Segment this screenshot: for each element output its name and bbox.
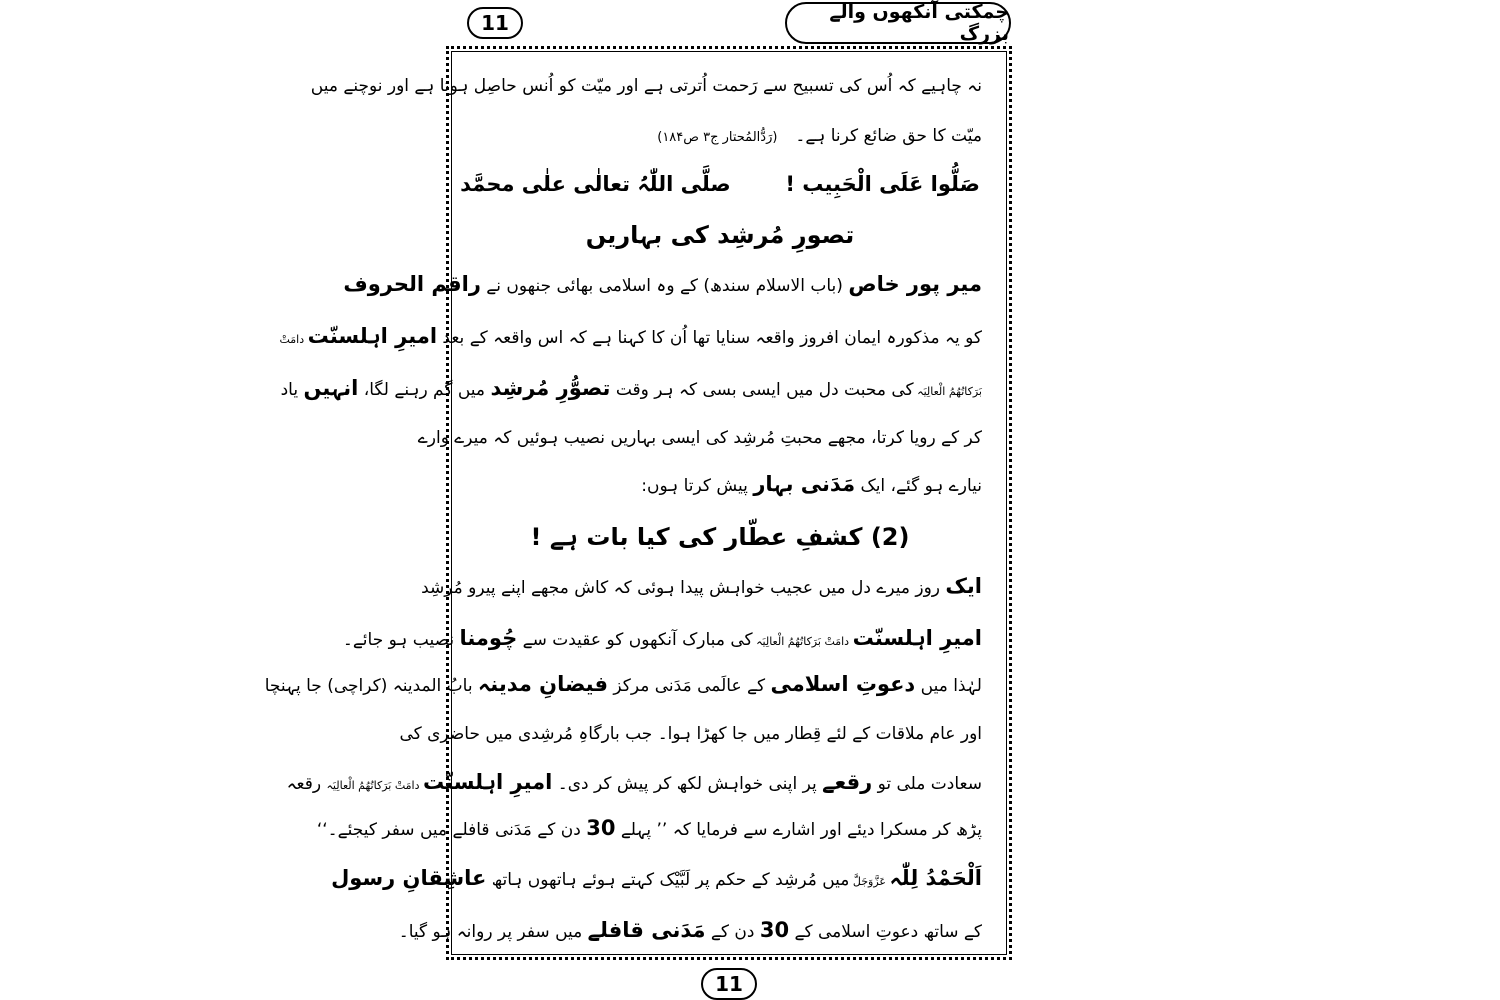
text-run: روز میرے دل میں عجیب خواہش پیدا ہوئی کہ کاش مجھے اپنے پیرو مُرشِد bbox=[421, 578, 946, 598]
bold-term: مَدَنی قافلے bbox=[587, 918, 706, 942]
text-line-13 bbox=[264, 666, 982, 702]
text-line-12 bbox=[342, 620, 982, 656]
text-run: میں مُرشِد کے حکم پر لَبَّیْک کہتے ہوئے ہاتھوں ہاتھ bbox=[486, 870, 850, 890]
text-run: نیارے ہو گئے، ایک bbox=[855, 476, 982, 496]
bold-term: مَدَنی بہار bbox=[753, 472, 856, 496]
bold-term: ایک bbox=[945, 574, 982, 598]
text-run: رقعہ bbox=[286, 774, 327, 794]
page-header bbox=[445, 0, 1015, 48]
text-run: نصیب ہو جائے۔ bbox=[342, 630, 460, 650]
text-line-16 bbox=[316, 810, 982, 846]
bold-term: امیرِ اہلسنّت bbox=[307, 324, 438, 348]
bold-term: رقعے bbox=[822, 770, 873, 794]
text-run: کو یہ مذکورہ ایمان افروز واقعہ سنایا تھا اُن کا کہنا ہے کہ اس واقعہ کے بعد bbox=[437, 328, 982, 348]
text-line-1: نہ چاہیے کہ اُس کی تسبیح سے رَحمت اُترتی ہے اور میّت کو اُنس حاصِل ہوتا ہے اور نوچنے میں bbox=[310, 76, 982, 96]
honorific: دامَتْ bbox=[279, 333, 308, 346]
text-line-11 bbox=[421, 568, 982, 604]
bold-term: راقم الحروف bbox=[343, 272, 481, 296]
text-run: لہٰذا میں bbox=[915, 676, 982, 696]
bold-term: اَلْحَمْدُ لِلّٰہ bbox=[889, 866, 982, 890]
salutation-call: صَلُّوا عَلَی الْحَبِیب ! bbox=[785, 172, 980, 196]
header-book-title: چمکتی آنکھوں والے بزرگ bbox=[785, 2, 1011, 44]
text-run: دن کے bbox=[705, 922, 760, 942]
text-run: میں سفر پر روانہ ہو گیا۔ bbox=[398, 922, 588, 942]
bold-term: دعوتِ اسلامی bbox=[770, 672, 916, 696]
bold-term: چُومنا bbox=[459, 626, 518, 650]
honorific: دامَتْ بَرَکاتُھُمُ الْعالِیَہ bbox=[326, 779, 423, 792]
text-run: پیش کرتا ہوں: bbox=[641, 476, 754, 496]
bold-term: انہیں bbox=[303, 376, 359, 400]
text-run: یاد bbox=[280, 380, 304, 400]
bold-term: امیرِ اہلسنّت bbox=[852, 626, 982, 650]
section-heading-1: تصورِ مُرشِد کی بہاریں bbox=[585, 221, 855, 249]
text-line-17 bbox=[331, 860, 982, 896]
text-run: کے عالَمی مَدَنی مرکز bbox=[608, 676, 771, 696]
text-line-8: کر کے رویا کرتا، مجھے محبتِ مُرشِد کی ایسی بہاریں نصیب ہوئیں کہ میرے وارے bbox=[417, 428, 982, 448]
salutation-line bbox=[458, 166, 982, 202]
text-run: پر اپنی خواہش لکھ کر پیش کر دی۔ bbox=[552, 774, 823, 794]
text-run: کی مبارک آنکھوں کو عقیدت سے bbox=[517, 630, 753, 650]
text-run: بابُ المدینہ (کراچی) جا پہنچا bbox=[264, 676, 478, 696]
honorific: دامَتْ بَرَکاتُھُمُ الْعالِیَہ bbox=[752, 635, 853, 648]
text-run: دن کے مَدَنی قافلے میں سفر کیجئے۔‘‘ bbox=[316, 820, 587, 840]
text-line-9 bbox=[458, 466, 982, 502]
bold-term: 30 bbox=[759, 918, 790, 942]
bold-term: امیرِ اہلسنّت bbox=[422, 770, 553, 794]
header-page-number: 11 bbox=[467, 7, 523, 39]
text-run: میّت کا حق ضائع کرنا ہے۔ bbox=[795, 126, 982, 146]
text-line-6 bbox=[279, 318, 982, 354]
bold-term: میر پور خاص bbox=[848, 272, 982, 296]
text-run: کی محبت دل میں ایسی بسی کہ ہر وقت bbox=[610, 380, 914, 400]
citation: (رَدُّالمُحتار ج۳ ص۱۸۴) bbox=[657, 130, 778, 145]
bold-term: عاشِقانِ رسول bbox=[331, 866, 487, 890]
text-line-5 bbox=[343, 266, 982, 302]
text-line-18 bbox=[398, 912, 982, 948]
footer-page-number: 11 bbox=[701, 968, 757, 1000]
honorific: عَزَّوَجَلَّ bbox=[849, 875, 890, 888]
bold-term: فیضانِ مدینہ bbox=[477, 672, 608, 696]
salutation-response: صلَّی اللّٰہُ تعالٰی علٰی محمَّد bbox=[460, 172, 731, 196]
honorific: بَرَکاتُھُمُ الْعالِیَہ bbox=[913, 385, 982, 398]
text-run: میں گم رہنے لگا، bbox=[358, 380, 491, 400]
bold-term: 30 bbox=[586, 816, 616, 840]
text-run: کے ساتھ دعوتِ اسلامی کے bbox=[789, 922, 982, 942]
text-run: سعادت ملی تو bbox=[872, 774, 982, 794]
text-run: (باب الاسلام سندھ) کے وہ اسلامی بھائی جنھوں نے bbox=[480, 276, 849, 296]
text-line-14: اور عام ملاقات کے لئے قِطار میں جا کھڑا ہوا۔ جب بارگاہِ مُرشِدی میں حاضری کی bbox=[399, 724, 982, 744]
text-line-7 bbox=[280, 370, 982, 406]
bold-term: تصوُّرِ مُرشِد bbox=[490, 376, 611, 400]
text-line-15 bbox=[286, 764, 982, 800]
text-line-2 bbox=[458, 118, 982, 154]
text-run: پڑھ کر مسکرا دیئے اور اشارے سے فرمایا کہ ’’ پہلے bbox=[615, 820, 982, 840]
section-heading-2: (2) کشفِ عطّار کی کیا بات ہے ! bbox=[530, 523, 910, 551]
